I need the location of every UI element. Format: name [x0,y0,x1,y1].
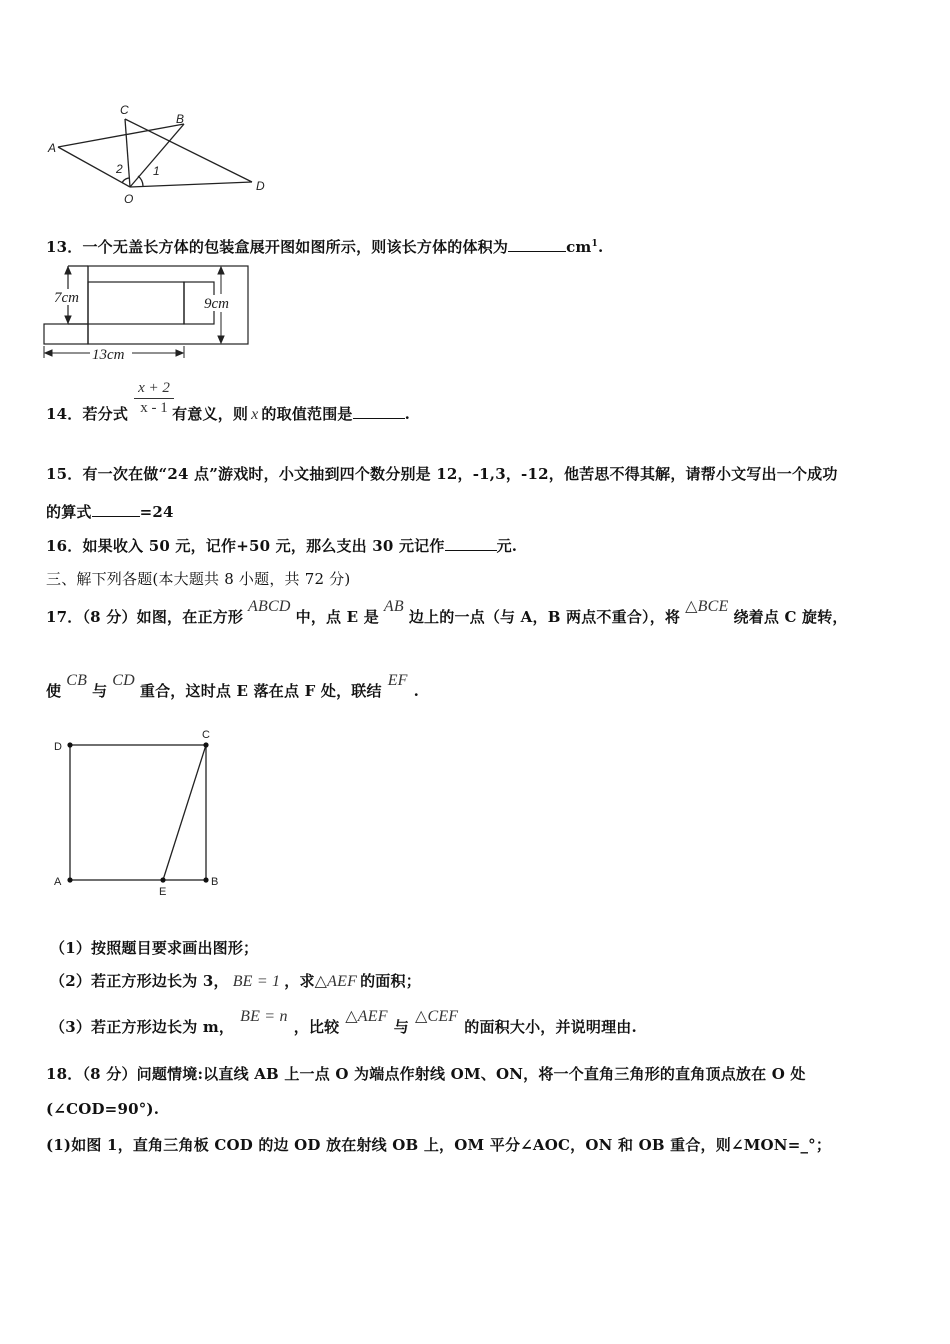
question-14 [46,403,410,424]
q14-answer-blank[interactable] [353,418,405,419]
question-17-line2 [46,672,420,701]
question-13 [46,236,603,257]
dim-13cm: 13cm [92,347,125,363]
label-B: B [211,876,219,888]
q18-line3: (1)如图 1，直角三角板 COD 的边 OD 放在射线 OB 上，OM 平分∠AOC，ON 和 OB 重合，则∠MON=_°； [46,1136,832,1154]
q17-math-CD: CD [112,672,135,689]
question-17-line1 [46,598,848,627]
q17-t2: 边上的一点（与 A，B 两点不重合），将 [408,608,681,626]
q17-l2-t1: 使 [46,682,62,700]
figure-angles [40,100,280,210]
question-18-line2 [46,1100,159,1118]
q13-end: . [597,238,604,256]
q17-l2-t3: 重合，这时点 E 落在点 F 处，联结 [139,682,382,700]
q17-p3-mid1: ，比较 [293,1018,340,1036]
question-17-part1 [50,937,258,958]
question-17-part2 [50,970,421,991]
q17-p3-math2: △AEF [345,1008,388,1025]
q18-line2: (∠COD=90°). [46,1100,160,1118]
q17-t3: 绕着点 C 旋转， [733,608,848,626]
q17-math-CB: CB [66,672,88,689]
label-E: E [159,886,167,898]
q16-end: 元. [496,537,518,555]
q14-number: 14． [46,405,83,423]
label-C: C [202,729,210,741]
figure-square [44,722,234,902]
q17-math-BCE: △BCE [685,598,729,615]
q17-p1: （1）按照题目要求画出图形； [50,939,259,957]
q13-unit: cm [566,238,592,256]
q17-p2-prefix: （2）若正方形边长为 3， [50,972,229,990]
label-angle-2: 2 [116,162,123,176]
q17-p3-mid2: 与 [393,1018,409,1036]
q17-p3-math1: BE = n [240,1008,288,1025]
q17-t1: 中，点 E 是 [295,608,379,626]
label-D: D [54,741,62,753]
q14-prefix: 若分式 [82,405,129,423]
q17-score: （8 分）如图，在正方形 [82,608,244,626]
q13-unit-exponent: 1 [591,239,598,249]
q13-number: 13． [46,238,83,256]
label-O: O [124,192,134,206]
label-A: A [48,141,57,155]
q14-var: x [251,406,259,423]
label-A: A [54,876,62,888]
q17-math-AB: AB [383,598,404,615]
q14-denominator: x - 1 [140,400,168,416]
q15-line2-prefix: 的算式 [46,503,92,521]
q13-answer-blank[interactable] [508,251,566,252]
q17-p3-prefix: （3）若正方形边长为 m， [50,1018,235,1036]
q17-l2-end: . [413,682,420,700]
label-B: B [176,112,185,126]
question-16 [46,535,517,556]
figure-box-net [40,262,255,367]
question-17-part3 [50,1008,637,1037]
q17-p2-math2: △AEF [314,973,358,990]
q17-math-EF: EF [387,672,408,689]
dim-7cm: 7cm [54,290,79,306]
q17-p3-math3: △CEF [414,1008,459,1025]
q17-p3-suffix: 的面积大小，并说明理由. [464,1018,637,1036]
q16-number: 16． [46,537,83,555]
q17-p2-math1: BE = 1 [232,973,281,990]
q18-line1: （8 分）问题情境:以直线 AB 上一点 O 为端点作射线 OM、ON，将一个直角三角形的直角顶点放在 O 处 [82,1065,806,1083]
question-15-line2 [46,501,174,522]
q15-number: 15． [46,465,83,483]
q14-numerator: x + 2 [134,380,174,399]
q17-p2-suffix: 的面积； [360,972,421,990]
q17-p2-mid: ，求 [284,972,315,990]
label-angle-1: 1 [153,164,160,178]
label-D: D [256,179,265,193]
q15-line2-suffix: =24 [139,503,174,521]
q17-number: 17． [46,608,83,626]
dim-9cm: 9cm [204,296,229,312]
q17-math-ABCD: ABCD [248,598,291,615]
q17-l2-t2: 与 [92,682,108,700]
q15-answer-blank[interactable] [92,516,140,517]
q14-suffix: 的取值范围是 [261,405,353,423]
label-C: C [120,103,129,117]
question-18-line1 [46,1063,806,1084]
q14-end: . [404,405,411,423]
q18-number: 18． [46,1065,83,1083]
q14-middle: 有意义，则 [172,405,249,423]
q16-answer-blank[interactable] [445,550,497,551]
q16-text: 如果收入 50 元，记作+50 元，那么支出 30 元记作 [82,537,445,555]
q15-line1: 有一次在做“24 点”游戏时，小文抽到四个数分别是 12，-1,3，-12，他苦思不得其解，请帮小文写出一个成功 [82,465,838,483]
section-3-title: 三、解下列各题(本大题共 8 小题，共 72 分) [46,570,351,588]
question-15-line1 [46,463,838,484]
q13-text: 一个无盖长方体的包装盒展开图如图所示，则该长方体的体积为 [82,238,509,256]
question-18-line3 [46,1134,831,1155]
